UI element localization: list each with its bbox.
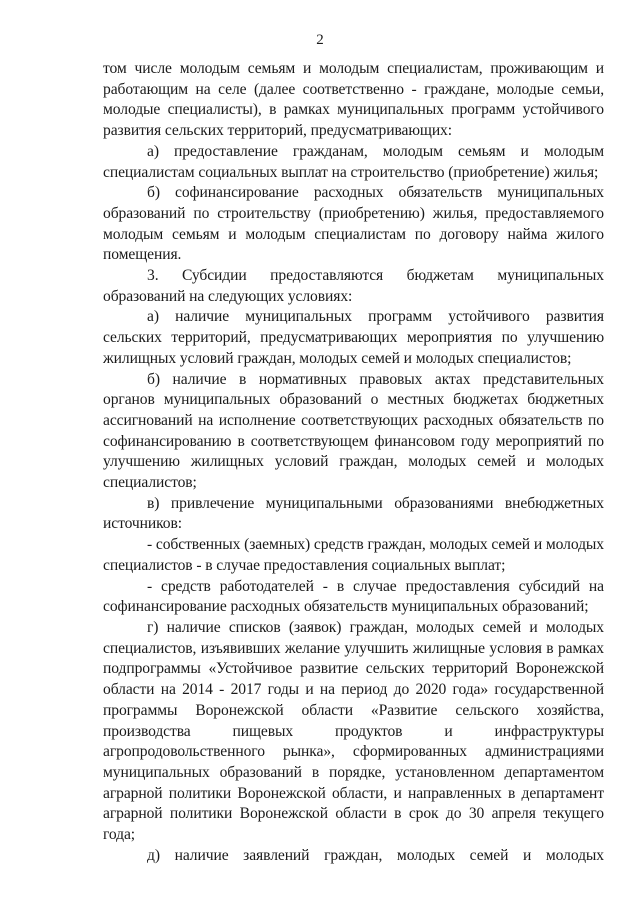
paragraph-item-a-social-payments: а) предоставление гражданам, молодым семьям и молодым специалистам социальных выплат на строительство (приобретение) жилья; bbox=[103, 142, 604, 181]
paragraph-section-3-conditions: 3. Субсидии предоставляются бюджетам муниципальных образований на следующих условиях: bbox=[103, 267, 604, 305]
paragraph-dash-own-funds: - собственных (заемных) средств граждан, молодых семей и молодых специалистов - в случае предоставления социальных выплат; bbox=[103, 536, 604, 574]
paragraph-condition-v-extrabudgetary: в) привлечение муниципальными образованиями внебюджетных источников: bbox=[103, 494, 604, 533]
paragraph-condition-b-budget-acts: б) наличие в нормативных правовых актах представительных органов муниципальных образований о местных бюджетах бюджетных ассигнований на исполнение соответствующих расходных обязательств по софинансированию в соответствующем финансовом году мероприятий по улучшению жилищных условий граждан, молодых семей и молодых специалистов; bbox=[103, 370, 604, 492]
paragraph-condition-d-applications: д) наличие заявлений граждан, молодых семей и молодых bbox=[147, 846, 604, 864]
paragraph-continuation: том числе молодым семьям и молодым специалистам, проживающим и работающим на селе (далее соответственно - граждане, молодые семьи, молодые специалисты), в рамках муниципальных программ устойчивого развития сельских территорий, предусматривающих: bbox=[103, 60, 604, 140]
paragraph-item-b-cofinancing: б) софинансирование расходных обязательств муниципальных образований по строительству (приобретению) жилья, предоставляемого молодым семьям и молодым специалистам по договору найма жилого помещения. bbox=[103, 184, 604, 264]
paragraph-condition-a-programs: а) наличие муниципальных программ устойчивого развития сельских территорий, предусматривающих мероприятия по улучшению жилищных условий граждан, молодых семей и молодых специалистов; bbox=[103, 308, 604, 367]
document-body bbox=[103, 59, 604, 866]
paragraph-dash-employer-funds: - средств работодателей - в случае предоставления субсидий на софинансирование расходных обязательств муниципальных образований; bbox=[103, 577, 604, 616]
page-number: 2 bbox=[316, 32, 324, 48]
paragraph-condition-g-lists: г) наличие списков (заявок) граждан, молодых семей и молодых специалистов, изъявивших желание улучшить жилищные условия в рамках подпрограммы «Устойчивое развитие сельских территорий Воронежской области на 2014 - 2017 годы и на период до 2020 года» государственной программы Воронежской области «Развитие сельского хозяйства, производства пищевых продуктов и инфраструктуры агропродовольственного рынка», сформированных администрациями муниципальных образований в порядке, установленном департаментом аграрной политики Воронежской области, и направленных в департамент аграрной политики Воронежской области в срок до 30 апреля текущего года; bbox=[103, 618, 604, 844]
